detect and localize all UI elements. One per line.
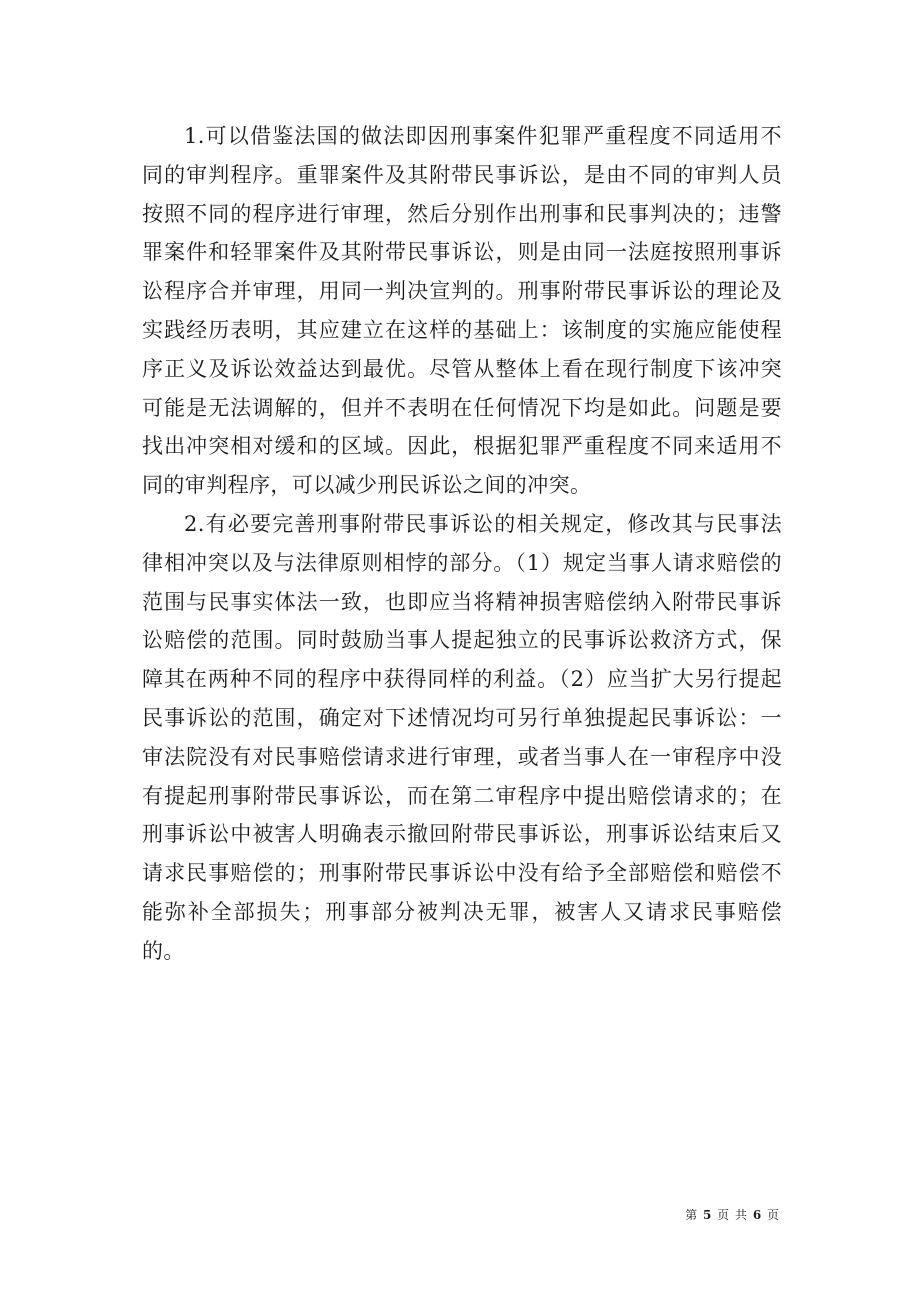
current-page-number: 5: [703, 1208, 713, 1222]
page-number-footer: [685, 1206, 780, 1223]
body-text: [142, 117, 782, 971]
paragraph-1: 1.可以借鉴法国的做法即因刑事案件犯罪严重程度不同适用不同的审判程序。重罪案件及其附带民事诉讼，是由不同的审判人员按照不同的程序进行审理，然后分别作出刑事和民事判决的；违警罪案件和轻罪案件及其附带民事诉讼，则是由同一法庭按照刑事诉讼程序合并审理，用同一判决宣判的。刑事附带民事诉讼的理论及实践经历表明，其应建立在这样的基础上：该制度的实施应能使程序正义及诉讼效益达到最优。尽管从整体上看在现行制度下该冲突可能是无法调解的，但并不表明在任何情况下均是如此。问题是要找出冲突相对缓和的区域。因此，根据犯罪严重程度不同来适用不同的审判程序，可以减少刑民诉讼之间的冲突。: [142, 124, 782, 498]
footer-middle: 页 共: [712, 1208, 753, 1222]
footer-prefix: 第: [685, 1208, 703, 1222]
footer-suffix: 页: [762, 1208, 780, 1222]
total-pages-number: 6: [752, 1208, 763, 1222]
paragraph-2: 2.有必要完善刑事附带民事诉讼的相关规定，修改其与民事法律相冲突以及与法律原则相悖的部分。（1）规定当事人请求赔偿的范围与民事实体法一致，也即应当将精神损害赔偿纳入附带民事诉讼赔偿的范围。同时鼓励当事人提起独立的民事诉讼救济方式，保障其在两种不同的程序中获得同样的利益。（2）应当扩大另行提起民事诉讼的范围，确定对下述情况均可另行单独提起民事诉讼：一审法院没有对民事赔偿请求进行审理，或者当事人在一审程序中没有提起刑事附带民事诉讼，而在第二审程序中提出赔偿请求的；在刑事诉讼中被害人明确表示撤回附带民事诉讼，刑事诉讼结束后又请求民事赔偿的；刑事附带民事诉讼中没有给予全部赔偿和赔偿不能弥补全部损失；刑事部分被判决无罪，被害人又请求民事赔偿的。: [142, 511, 782, 963]
